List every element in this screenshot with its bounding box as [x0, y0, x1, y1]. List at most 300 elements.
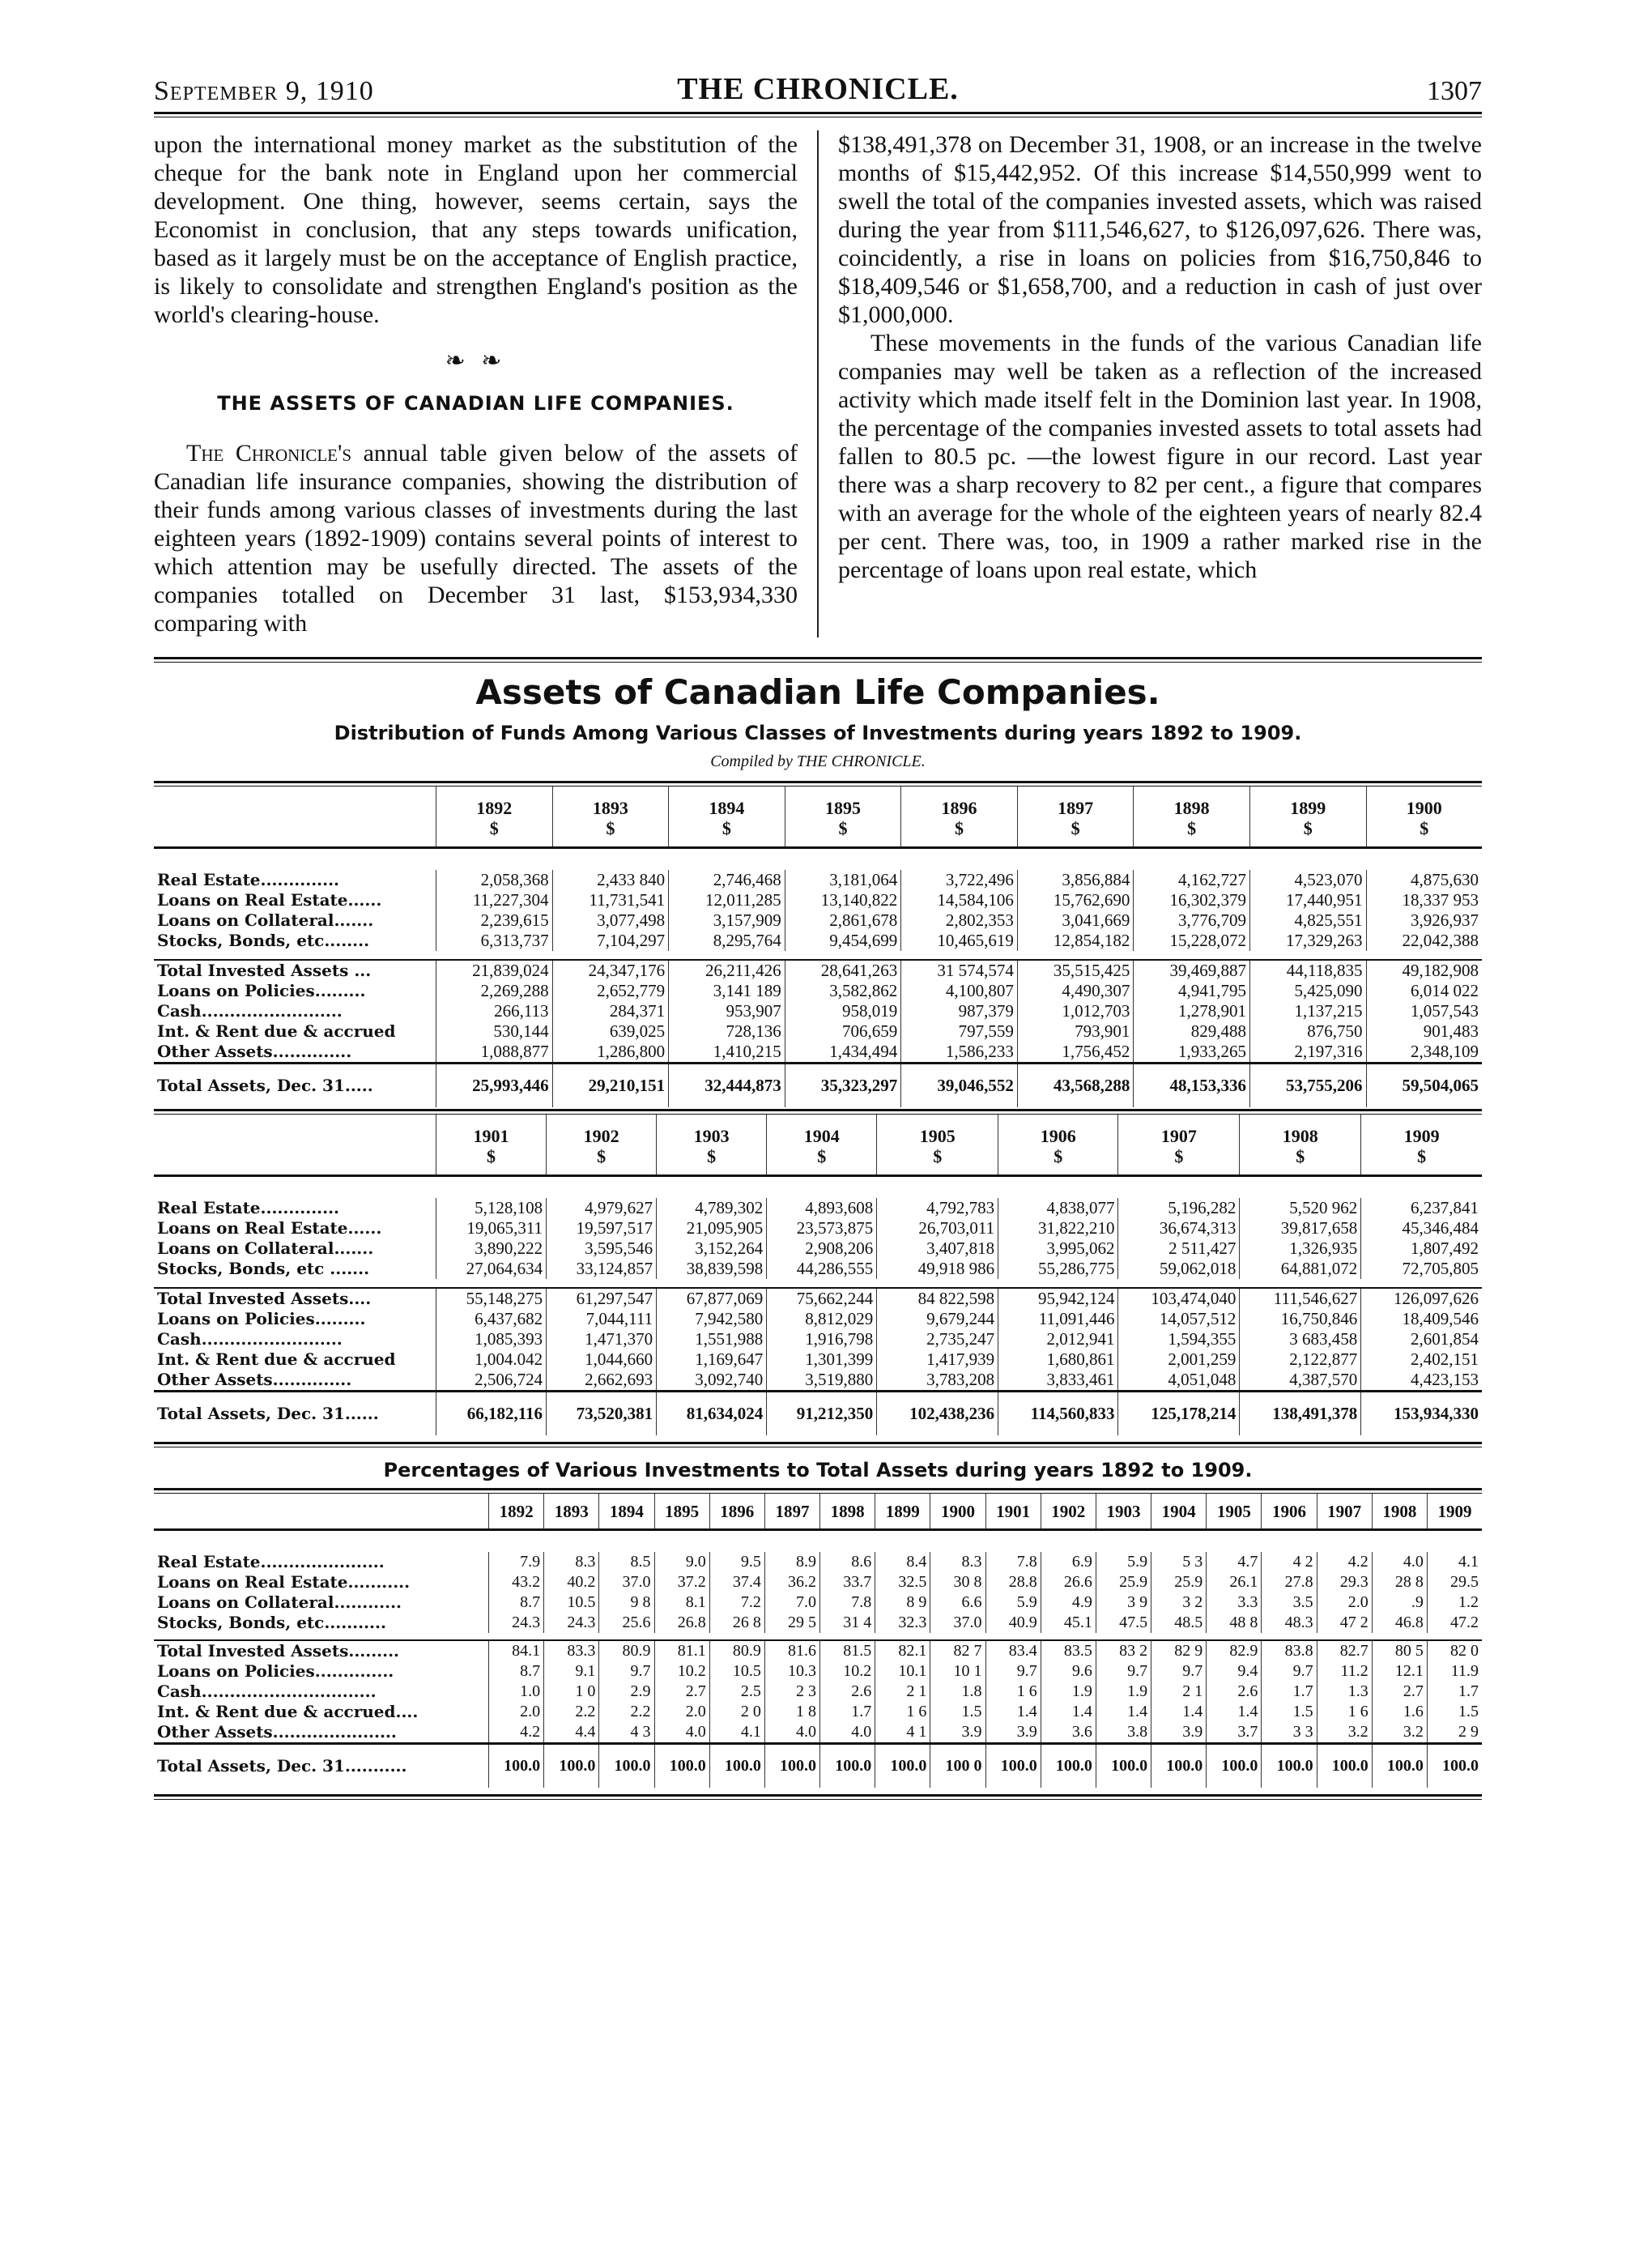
value-cell: 2.0 [654, 1702, 709, 1722]
value-cell: 7.9 [489, 1552, 544, 1572]
value-cell: 49,918 986 [877, 1259, 998, 1279]
table-row [154, 1329, 1482, 1349]
spacer-cell [154, 1633, 1482, 1640]
value-cell: 1,286,800 [552, 1042, 669, 1064]
value-cell: 4,941,795 [1134, 981, 1250, 1001]
value-cell: 1,169,647 [657, 1349, 767, 1370]
header-rule [154, 112, 1482, 117]
value-cell: 4 2 [1262, 1552, 1317, 1572]
spacer-cell [154, 1279, 1482, 1288]
spacer-cell [154, 1530, 1482, 1553]
value-cell: 26,211,426 [669, 960, 785, 981]
value-cell: 2,348,109 [1366, 1042, 1482, 1064]
currency-symbol: $ [1417, 1146, 1427, 1166]
value-cell: 100.0 [1317, 1744, 1372, 1788]
value-cell: 55,286,775 [998, 1259, 1118, 1279]
value-cell: 3,519,880 [767, 1370, 877, 1392]
value-cell: 23,573,875 [767, 1218, 877, 1238]
row-label: Other Assets.............. [157, 1042, 352, 1061]
value-cell: 1.3 [1317, 1682, 1372, 1702]
year-label: 1904 [803, 1126, 840, 1146]
value-cell: 7,942,580 [657, 1309, 767, 1329]
value-cell: 3.3 [1207, 1592, 1262, 1613]
value-cell: 59,062,018 [1118, 1259, 1240, 1279]
value-cell: 4,162,727 [1134, 870, 1250, 890]
table-row [154, 890, 1482, 910]
spacer-cell [154, 1176, 1482, 1199]
value-cell: 32.5 [875, 1572, 930, 1592]
value-cell: 25.6 [599, 1613, 654, 1633]
table-top-rule [154, 657, 1482, 663]
value-cell: 829,488 [1134, 1021, 1250, 1042]
value-cell: 72,705,805 [1361, 1259, 1482, 1279]
value-cell: 1,471,370 [547, 1329, 657, 1349]
year-header [1262, 1494, 1317, 1530]
value-cell: 153,934,330 [1361, 1392, 1482, 1436]
year-header [1366, 787, 1482, 848]
row-label: Total Invested Assets ... [154, 960, 436, 981]
value-cell: 83 2 [1096, 1640, 1151, 1661]
value-cell: 32,444,873 [669, 1064, 785, 1108]
value-cell: 3.8 [1096, 1722, 1151, 1744]
value-cell: 2,662,693 [547, 1370, 657, 1392]
row-label: Loans on Policies......... [157, 981, 366, 1000]
table-row [154, 1001, 1482, 1021]
value-cell: 100 0 [930, 1744, 985, 1788]
row-label: Stocks, Bonds, etc........ [157, 931, 370, 950]
value-cell: 6.6 [930, 1592, 985, 1613]
value-cell: 10 1 [930, 1661, 985, 1682]
right-para-2: These movements in the funds of the various Canadian life companies may well be taken as a reflection of the increased activity which made itself felt in the Dominion last year. In 1908, the percentage of the companies invested assets to total assets had fallen to 80.5 pc. —the lowest figure in our record. Last year there was a sharp recovery to 82 per cent., a figure that compares with an average for the whole of the eighteen years of nearly 82.4 per cent. There was, too, in 1909 a rather marked rise in the percentage of loans upon real estate, which [838, 330, 1482, 583]
value-cell: 1,417,939 [877, 1349, 998, 1370]
value-cell: 73,520,381 [547, 1392, 657, 1436]
value-cell: 100.0 [985, 1744, 1041, 1788]
value-cell: 45.1 [1041, 1613, 1096, 1633]
value-cell: 126,097,626 [1361, 1288, 1482, 1309]
value-cell: 3 2 [1151, 1592, 1207, 1613]
text-columns [154, 130, 1482, 637]
value-cell: 38,839,598 [657, 1259, 767, 1279]
value-cell: 1.7 [1262, 1682, 1317, 1702]
value-cell: 9.4 [1207, 1661, 1262, 1682]
value-cell: 100.0 [1207, 1744, 1262, 1788]
value-cell: 3 683,458 [1240, 1329, 1361, 1349]
year-header [436, 1115, 547, 1176]
value-cell: 4,100,807 [901, 981, 1018, 1001]
value-cell: 284,371 [552, 1001, 669, 1021]
pct-rule [154, 1488, 1482, 1494]
value-cell: 1,057,543 [1366, 1001, 1482, 1021]
left-para-2-text: annual table given below of the assets of Canadian life insurance companies, showing the distribution of their funds among various classes of investments during the last eighteen years (1892-1909) contains several points of interest to which attention may be usefully directed. The assets of the companies totalled on December 31 last, $153,934,330 comparing with [154, 440, 798, 637]
year-header [709, 1494, 764, 1530]
value-cell: 1.9 [1041, 1682, 1096, 1702]
value-cell: 1,004.042 [436, 1349, 547, 1370]
value-cell: 4.0 [654, 1722, 709, 1744]
value-cell: 25,993,446 [436, 1064, 553, 1108]
value-cell: 3.7 [1207, 1722, 1262, 1744]
right-para-1: $138,491,378 on December 31, 1908, or an increase in the twelve months of $15,442,952. Of this increase $14,550,999 went to swell the total of the companies invested assets, which was raised during the year from $111,546,627, to $126,097,626. There was, coincidently, a rise in loans on policies from $16,750,846 to $18,409,546 or $1,658,700, and a reduction in cash of just over $1,000,000. [838, 131, 1482, 328]
value-cell: 2,197,316 [1249, 1042, 1366, 1064]
value-cell: 8.7 [489, 1592, 544, 1613]
value-cell: 100.0 [489, 1744, 544, 1788]
left-column [154, 130, 798, 637]
value-cell: 10.3 [764, 1661, 819, 1682]
value-cell: 81.6 [764, 1640, 819, 1661]
value-cell: 2.2 [599, 1702, 654, 1722]
value-cell: 100.0 [1427, 1744, 1482, 1788]
column-divider [817, 130, 819, 637]
value-cell: 4.1 [709, 1722, 764, 1744]
value-cell: 1,933,265 [1134, 1042, 1250, 1064]
spacer-cell [154, 848, 1482, 871]
year-label: 1898 [830, 1502, 865, 1521]
value-cell: 1.5 [930, 1702, 985, 1722]
value-cell: 82 7 [930, 1640, 985, 1661]
table-row [154, 1392, 1482, 1436]
value-cell: 100.0 [654, 1744, 709, 1788]
header-row [154, 1494, 1482, 1530]
value-cell: 2 9 [1427, 1722, 1482, 1744]
value-cell: 3.9 [1151, 1722, 1207, 1744]
value-cell: 1.9 [1096, 1682, 1151, 1702]
value-cell: 100.0 [599, 1744, 654, 1788]
value-cell: 3,181,064 [785, 870, 901, 890]
value-cell: 100.0 [820, 1744, 875, 1788]
row-label: Loans on Collateral............ [157, 1592, 402, 1612]
value-cell: 100.0 [709, 1744, 764, 1788]
value-cell: 4,792,783 [877, 1198, 998, 1218]
value-cell: 2.9 [599, 1682, 654, 1702]
value-cell: 797,559 [901, 1021, 1018, 1042]
value-cell: 1.8 [930, 1682, 985, 1702]
value-cell: 2 0 [709, 1702, 764, 1722]
year-header [1427, 1494, 1482, 1530]
value-cell: 29.5 [1427, 1572, 1482, 1592]
running-head [154, 71, 1482, 112]
bottom-rule [154, 1794, 1482, 1800]
value-cell: 4.2 [489, 1722, 544, 1744]
year-header [1041, 1494, 1096, 1530]
value-cell: 8.6 [820, 1552, 875, 1572]
value-cell: 8.1 [654, 1592, 709, 1613]
value-cell: 530,144 [436, 1021, 553, 1042]
value-cell: 4,387,570 [1240, 1370, 1361, 1392]
spacer-row [154, 1176, 1482, 1199]
value-cell: 31 4 [820, 1613, 875, 1633]
year-label: 1900 [1406, 798, 1442, 818]
value-cell: 2,506,724 [436, 1370, 547, 1392]
value-cell: 4.7 [1207, 1552, 1262, 1572]
table-row [154, 1064, 1482, 1108]
year-header [877, 1115, 998, 1176]
value-cell: 2 511,427 [1118, 1238, 1240, 1259]
year-label: 1897 [775, 1502, 810, 1521]
table-row [154, 1349, 1482, 1370]
year-label: 1909 [1403, 1126, 1440, 1146]
year-header [1134, 787, 1250, 848]
year-header [1118, 1115, 1240, 1176]
value-cell: 59,504,065 [1366, 1064, 1482, 1108]
year-label: 1908 [1282, 1126, 1318, 1146]
value-cell: 2,908,206 [767, 1238, 877, 1259]
currency-symbol: $ [817, 1146, 827, 1166]
value-cell: 2.0 [1317, 1592, 1372, 1613]
value-cell: 48,153,336 [1134, 1064, 1250, 1108]
year-header [599, 1494, 654, 1530]
value-cell: 4,838,077 [998, 1198, 1118, 1218]
year-label: 1905 [1216, 1502, 1251, 1521]
value-cell: 3.9 [930, 1722, 985, 1744]
year-label: 1907 [1160, 1126, 1197, 1146]
value-cell: 2,001,259 [1118, 1349, 1240, 1370]
value-cell: 2.6 [1207, 1682, 1262, 1702]
value-cell: 3,152,264 [657, 1238, 767, 1259]
value-cell: 2 1 [875, 1682, 930, 1702]
value-cell: 30 8 [930, 1572, 985, 1592]
value-cell: 3,856,884 [1017, 870, 1134, 890]
value-cell: 2,601,854 [1361, 1329, 1482, 1349]
value-cell: 43,568,288 [1017, 1064, 1134, 1108]
currency-symbol: $ [1296, 1146, 1305, 1166]
value-cell: 33.7 [820, 1572, 875, 1592]
table-a-rule [154, 781, 1482, 787]
value-cell: 138,491,378 [1240, 1392, 1361, 1436]
row-label: Loans on Collateral....... [157, 910, 374, 930]
value-cell: 8,295,764 [669, 931, 785, 951]
value-cell: 26.6 [1041, 1572, 1096, 1592]
value-cell: 3,776,709 [1134, 910, 1250, 931]
value-cell: 6,237,841 [1361, 1198, 1482, 1218]
year-header [1240, 1115, 1361, 1176]
year-header [820, 1494, 875, 1530]
value-cell: 3,833,461 [998, 1370, 1118, 1392]
currency-symbol: $ [606, 818, 615, 838]
value-cell: 1.0 [489, 1682, 544, 1702]
value-cell: 4.1 [1427, 1552, 1482, 1572]
value-cell: 3 3 [1262, 1722, 1317, 1744]
year-header [1096, 1494, 1151, 1530]
value-cell: 1,594,355 [1118, 1329, 1240, 1349]
value-cell: 3,077,498 [552, 910, 669, 931]
row-label: Loans on Collateral....... [157, 1238, 374, 1258]
value-cell: 25.9 [1096, 1572, 1151, 1592]
value-cell: 48.5 [1151, 1613, 1207, 1633]
value-cell: 47 2 [1317, 1613, 1372, 1633]
year-label: 1895 [824, 798, 861, 818]
value-cell: 26.8 [654, 1613, 709, 1633]
spacer-row [154, 951, 1482, 960]
year-header [489, 1494, 544, 1530]
value-cell: 9 8 [599, 1592, 654, 1613]
value-cell: 9.1 [544, 1661, 599, 1682]
value-cell: 1,551,988 [657, 1329, 767, 1349]
pct-title: Percentages of Various Investments to Total Assets during years 1892 to 1909. [383, 1459, 1253, 1481]
ornament-icon: ❧ ❧ [445, 347, 507, 374]
value-cell: 1,410,215 [669, 1042, 785, 1064]
value-cell: 1,586,233 [901, 1042, 1018, 1064]
year-header [1249, 787, 1366, 848]
value-cell: 3.5 [1262, 1592, 1317, 1613]
value-cell: 987,379 [901, 1001, 1018, 1021]
table-row [154, 981, 1482, 1001]
row-label: Stocks, Bonds, etc........... [157, 1613, 386, 1632]
value-cell: 1.4 [1041, 1702, 1096, 1722]
value-cell: 4,051,048 [1118, 1370, 1240, 1392]
value-cell: 81.5 [820, 1640, 875, 1661]
value-cell: 1,012,703 [1017, 1001, 1134, 1021]
value-cell: 28.8 [985, 1572, 1041, 1592]
value-cell: 3.9 [985, 1722, 1041, 1744]
year-label: 1909 [1437, 1502, 1472, 1521]
year-label: 1896 [941, 798, 977, 818]
value-cell: 37.4 [709, 1572, 764, 1592]
value-cell: 6.9 [1041, 1552, 1096, 1572]
value-cell: 4 3 [599, 1722, 654, 1744]
value-cell: 6,313,737 [436, 931, 553, 951]
value-cell: 2.5 [709, 1682, 764, 1702]
value-cell: 1.4 [1207, 1702, 1262, 1722]
value-cell: 5,128,108 [436, 1198, 547, 1218]
header-date: September 9, 1910 [154, 76, 374, 106]
year-label: 1897 [1058, 798, 1094, 818]
year-header [1151, 1494, 1207, 1530]
value-cell: 6,014 022 [1366, 981, 1482, 1001]
year-header [1317, 1494, 1372, 1530]
value-cell: 49,182,908 [1366, 960, 1482, 981]
value-cell: 28 8 [1372, 1572, 1427, 1592]
value-cell: 31 574,574 [901, 960, 1018, 981]
currency-symbol: $ [955, 818, 964, 838]
value-cell: 1,807,492 [1361, 1238, 1482, 1259]
year-header [669, 787, 785, 848]
value-cell: 26 8 [709, 1613, 764, 1633]
value-cell: 1.4 [985, 1702, 1041, 1722]
value-cell: 7.2 [709, 1592, 764, 1613]
currency-symbol: $ [597, 1146, 607, 1166]
currency-symbol: $ [1420, 818, 1429, 838]
value-cell: 5,520 962 [1240, 1198, 1361, 1218]
value-cell: 4.0 [1372, 1552, 1427, 1572]
value-cell: 901,483 [1366, 1021, 1482, 1042]
year-label: 1899 [1290, 798, 1326, 818]
value-cell: 32.3 [875, 1613, 930, 1633]
row-label: Cash............................... [157, 1682, 377, 1701]
value-cell: 8,812,029 [767, 1309, 877, 1329]
year-label: 1902 [583, 1126, 619, 1146]
value-cell: 81,634,024 [657, 1392, 767, 1436]
value-cell: 111,546,627 [1240, 1288, 1361, 1309]
currency-symbol: $ [838, 818, 848, 838]
value-cell: 26.1 [1207, 1572, 1262, 1592]
value-cell: 53,755,206 [1249, 1064, 1366, 1108]
value-cell: 103,474,040 [1118, 1288, 1240, 1309]
value-cell: 48.3 [1262, 1613, 1317, 1633]
value-cell: 1,301,399 [767, 1349, 877, 1370]
value-cell: 1.4 [1096, 1702, 1151, 1722]
value-cell: 8.5 [599, 1552, 654, 1572]
value-cell: 1,137,215 [1249, 1001, 1366, 1021]
value-cell: 2,269,288 [436, 981, 553, 1001]
value-cell: 3,595,546 [547, 1238, 657, 1259]
year-header [1017, 787, 1134, 848]
value-cell: 18,409,546 [1361, 1309, 1482, 1329]
row-label: Real Estate...................... [157, 1552, 385, 1571]
header-row [154, 1115, 1482, 1176]
left-para-2 [154, 439, 798, 637]
row-label: Loans on Real Estate...... [157, 1218, 382, 1238]
value-cell: 4.2 [1317, 1552, 1372, 1572]
value-cell: 83.5 [1041, 1640, 1096, 1661]
table-row [154, 1552, 1482, 1572]
year-label: 1892 [499, 1502, 534, 1521]
value-cell: 7.0 [764, 1592, 819, 1613]
value-cell: 64,881,072 [1240, 1259, 1361, 1279]
value-cell: 5 3 [1151, 1552, 1207, 1572]
value-cell: 10.2 [820, 1661, 875, 1682]
value-cell: 35,515,425 [1017, 960, 1134, 981]
row-label: Total Assets, Dec. 31........... [154, 1744, 489, 1788]
table-row [154, 870, 1482, 890]
value-cell: 82 0 [1427, 1640, 1482, 1661]
row-label: Stocks, Bonds, etc ....... [157, 1259, 370, 1278]
value-cell: 1,326,935 [1240, 1238, 1361, 1259]
year-header [901, 787, 1018, 848]
value-cell: 44,286,555 [767, 1259, 877, 1279]
header-title: THE CHRONICLE. [677, 72, 959, 106]
value-cell: 7.8 [820, 1592, 875, 1613]
row-label-header [154, 1115, 436, 1176]
table-row [154, 1259, 1482, 1279]
table-row [154, 1640, 1482, 1661]
value-cell: 27.8 [1262, 1572, 1317, 1592]
table-row [154, 1744, 1482, 1788]
value-cell: 80.9 [599, 1640, 654, 1661]
value-cell: 67,877,069 [657, 1288, 767, 1309]
value-cell: 7,104,297 [552, 931, 669, 951]
value-cell: 2 1 [1151, 1682, 1207, 1702]
value-cell: 266,113 [436, 1001, 553, 1021]
value-cell: 84.1 [489, 1640, 544, 1661]
value-cell: 9.7 [1151, 1661, 1207, 1682]
value-cell: 100.0 [1372, 1744, 1427, 1788]
currency-symbol: $ [721, 818, 731, 838]
year-header [767, 1115, 877, 1176]
value-cell: 13,140,822 [785, 890, 901, 910]
value-cell: 9.6 [1041, 1661, 1096, 1682]
value-cell: 9.0 [654, 1552, 709, 1572]
value-cell: 24,347,176 [552, 960, 669, 981]
currency-symbol: $ [1174, 1146, 1184, 1166]
value-cell: 24.3 [489, 1613, 544, 1633]
value-cell: 75,662,244 [767, 1288, 877, 1309]
value-cell: 100.0 [544, 1744, 599, 1788]
table-row [154, 1309, 1482, 1329]
value-cell: 28,641,263 [785, 960, 901, 981]
currency-symbol: $ [487, 1146, 496, 1166]
value-cell: 5.9 [1096, 1552, 1151, 1572]
value-cell: 4 1 [875, 1722, 930, 1744]
value-cell: 4,523,070 [1249, 870, 1366, 890]
table-row [154, 1238, 1482, 1259]
value-cell: 2,802,353 [901, 910, 1018, 931]
pct-top-rule [154, 1442, 1482, 1447]
value-cell: 17,329,263 [1249, 931, 1366, 951]
value-cell: 5,196,282 [1118, 1198, 1240, 1218]
value-cell: 3,722,496 [901, 870, 1018, 890]
value-cell: 1,044,660 [547, 1349, 657, 1370]
value-cell: 9.7 [1096, 1661, 1151, 1682]
value-cell: 1 6 [985, 1682, 1041, 1702]
